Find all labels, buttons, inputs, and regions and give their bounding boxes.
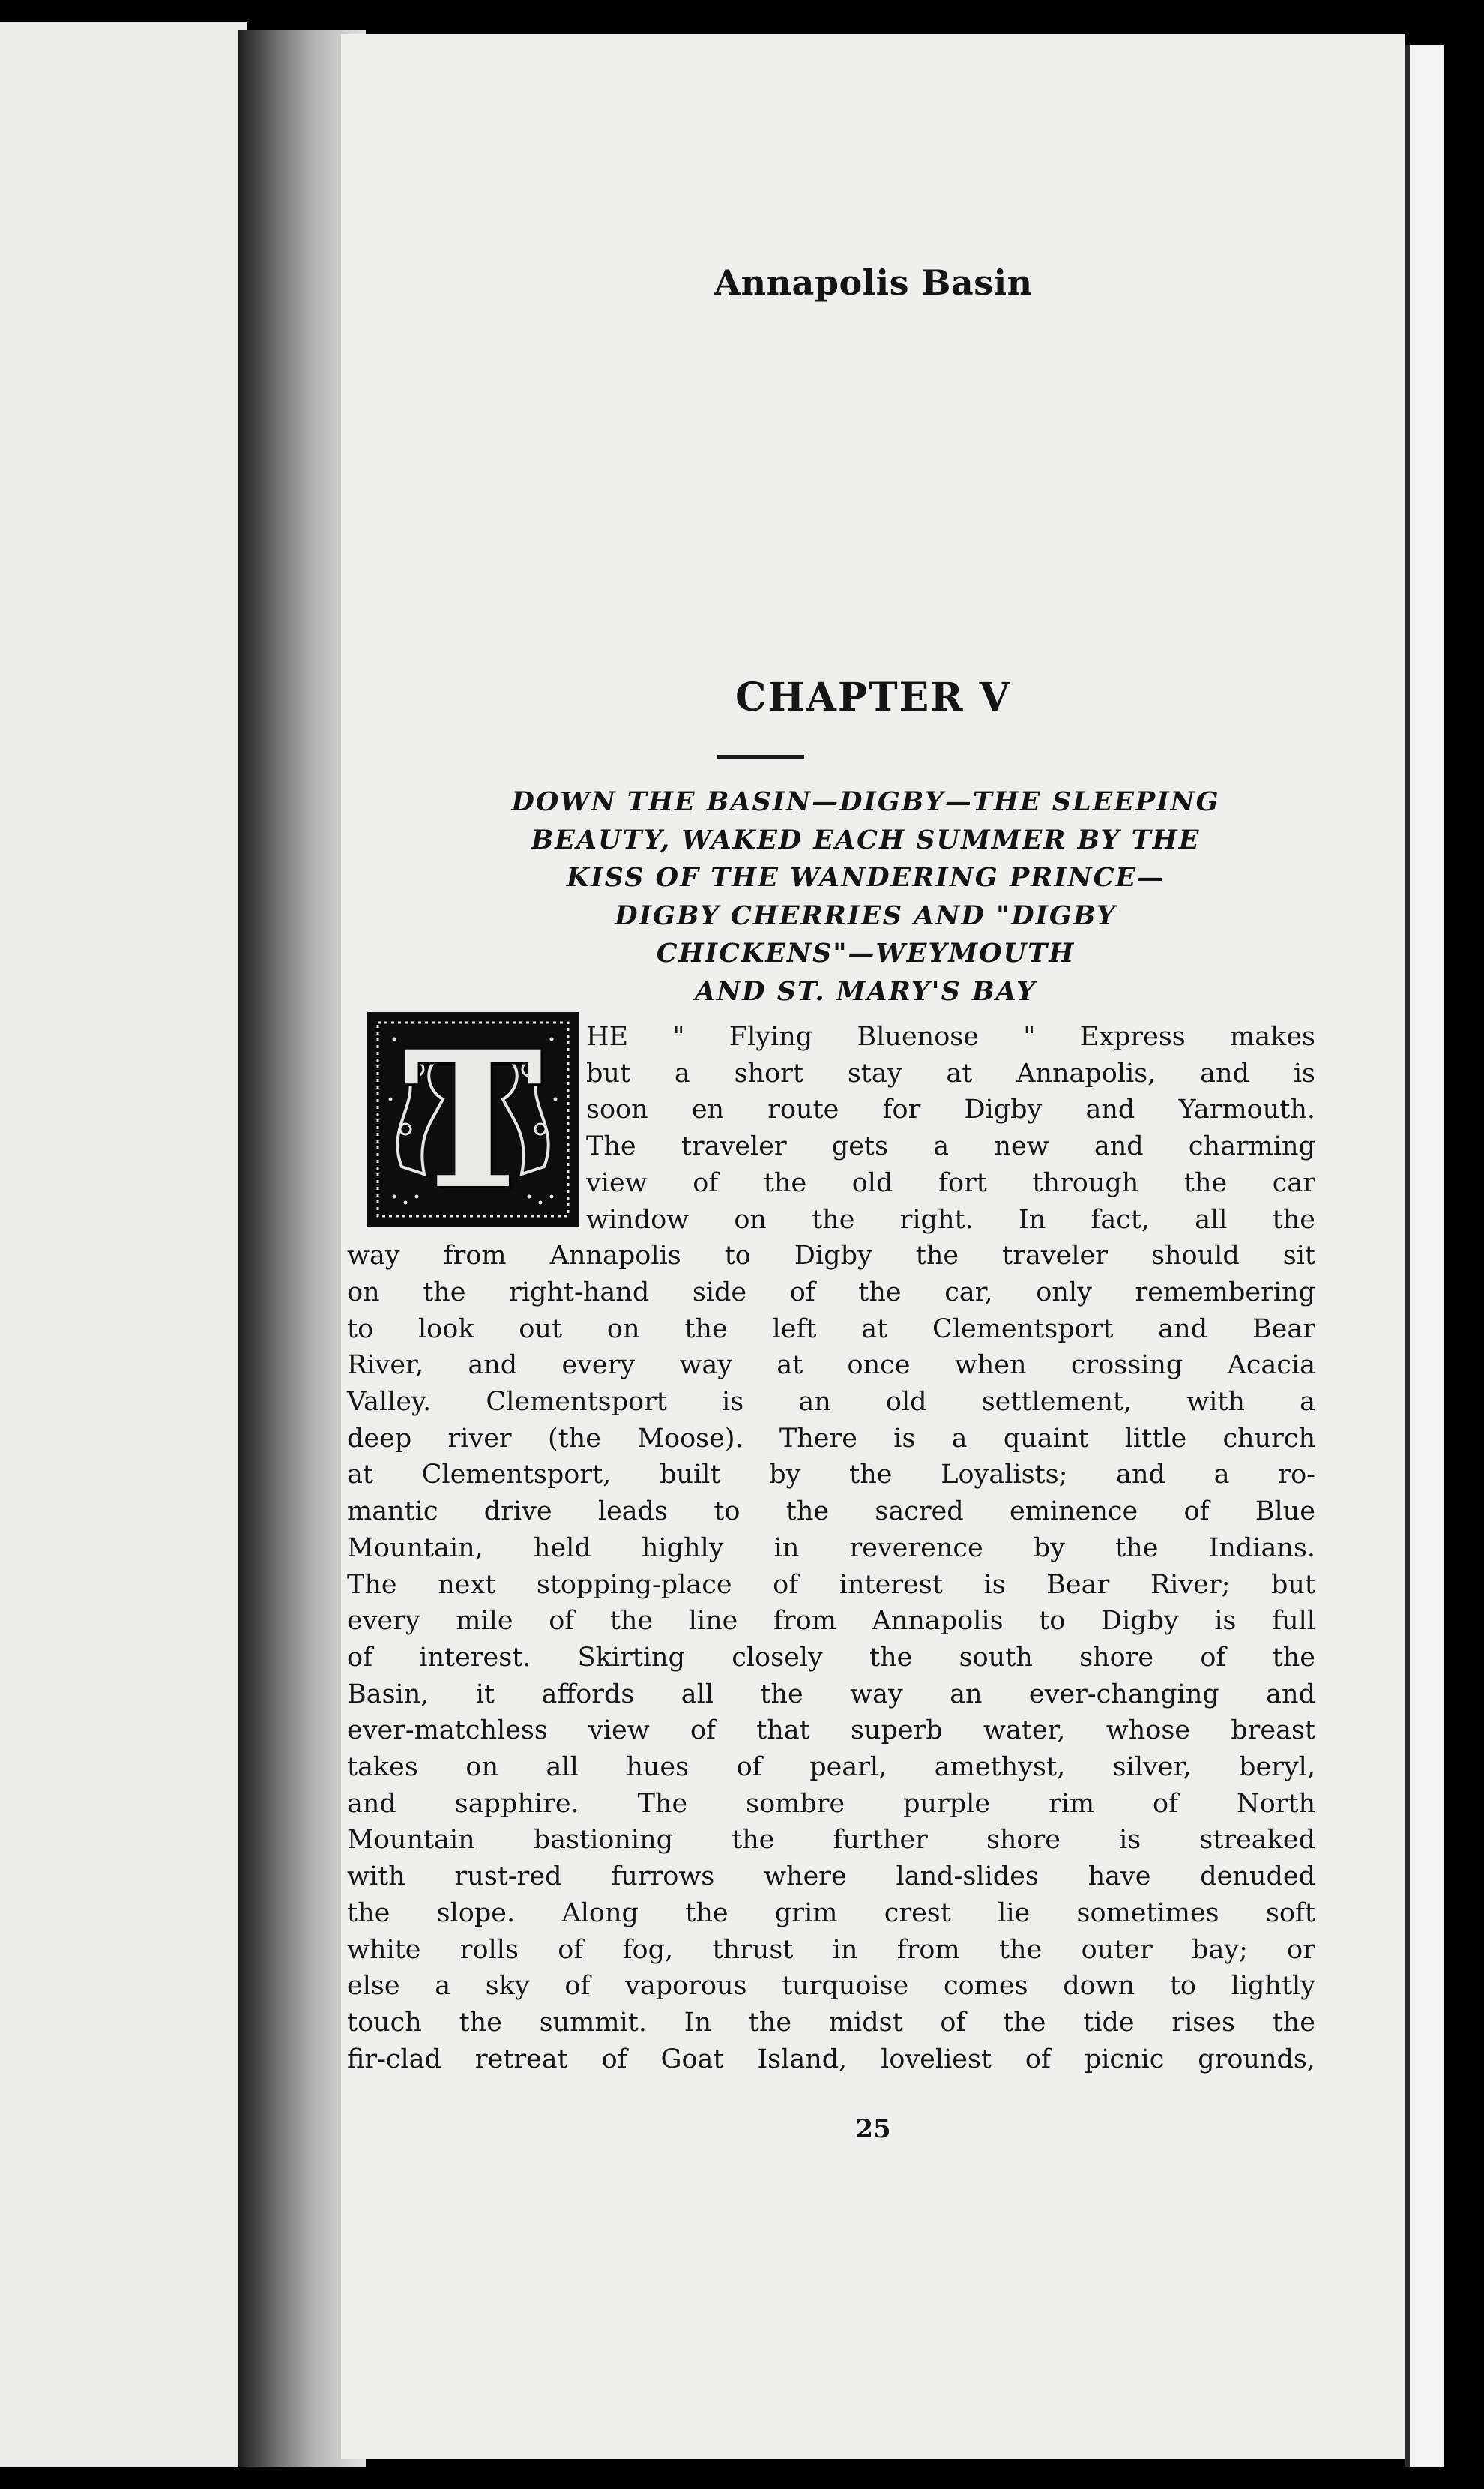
right-page-edge xyxy=(1405,45,1444,2467)
chapter-title: CHAPTER V xyxy=(735,675,1011,720)
body-line: ever-matchless view of that superb water, whose breast xyxy=(347,1715,1315,1746)
body-line: white rolls of fog, thrust in from the outer bay; or xyxy=(347,1934,1315,1965)
body-line: on the right-hand side of the car, only remembering xyxy=(347,1277,1315,1307)
body-line: but a short stay at Annapolis, and is xyxy=(586,1058,1315,1089)
ornamental-drop-cap xyxy=(367,1010,579,1230)
drop-cap-letter: T xyxy=(402,1010,543,1230)
body-line: takes on all hues of pearl, amethyst, silver, beryl, xyxy=(347,1752,1315,1782)
body-line: mantic drive leads to the sacred eminence of Blue xyxy=(347,1496,1315,1527)
chapter-rule xyxy=(717,755,804,759)
synopsis-line: DIGBY CHERRIES AND "DIGBY xyxy=(615,900,1117,931)
body-line: fir-clad retreat of Goat Island, loveliest of picnic grounds, xyxy=(347,2044,1315,2074)
body-line: the slope. Along the grim crest lie sometimes soft xyxy=(347,1897,1315,1928)
body-line: way from Annapolis to Digby the traveler should sit xyxy=(347,1241,1315,1271)
body-line: touch the summit. In the midst of the tide rises the xyxy=(347,2007,1315,2038)
facing-blank-page xyxy=(0,22,247,2467)
running-head: Annapolis Basin xyxy=(714,262,1033,303)
body-line: at Clementsport, built by the Loyalists; and a ro- xyxy=(347,1460,1315,1490)
body-line: and sapphire. The sombre purple rim of North xyxy=(347,1788,1315,1819)
chapter-synopsis xyxy=(356,783,1375,1011)
book-page xyxy=(341,34,1405,2459)
synopsis-line: KISS OF THE WANDERING PRINCE— xyxy=(566,862,1165,893)
body-line: with rust-red furrows where land-slides have denuded xyxy=(347,1862,1315,1892)
body-line: Basin, it affords all the way an ever-changing and xyxy=(347,1679,1315,1709)
body-line: Mountain, held highly in reverence by the Indians. xyxy=(347,1532,1315,1563)
body-line: view of the old fort through the car xyxy=(586,1167,1315,1198)
body-line: every mile of the line from Annapolis to Digby is full xyxy=(347,1606,1315,1637)
body-line: else a sky of vaporous turquoise comes down to lightly xyxy=(347,1971,1315,2002)
synopsis-line: AND ST. MARY'S BAY xyxy=(695,975,1037,1007)
body-line: Mountain bastioning the further shore is streaked xyxy=(347,1825,1315,1856)
synopsis-line: DOWN THE BASIN—DIGBY—THE SLEEPING xyxy=(511,786,1220,817)
body-line: The traveler gets a new and charming xyxy=(586,1131,1315,1162)
synopsis-line: BEAUTY, WAKED EACH SUMMER BY THE xyxy=(531,824,1201,855)
body-line: River, and every way at once when crossing Acacia xyxy=(347,1350,1315,1381)
body-line: to look out on the left at Clementsport and Bear xyxy=(347,1313,1315,1344)
body-line: HE " Flying Bluenose " Express makes xyxy=(586,1022,1315,1052)
body-line: soon en route for Digby and Yarmouth. xyxy=(586,1095,1315,1125)
body-line: window on the right. In fact, all the xyxy=(586,1204,1315,1235)
body-line: The next stopping-place of interest is Bear River; but xyxy=(347,1569,1315,1600)
synopsis-line: CHICKENS"—WEYMOUTH xyxy=(656,938,1076,969)
body-line: Valley. Clementsport is an old settlement, with a xyxy=(347,1387,1315,1417)
body-line: deep river (the Moose). There is a quaint little church xyxy=(347,1423,1315,1454)
body-line: of interest. Skirting closely the south shore of the xyxy=(347,1642,1315,1673)
page-number: 25 xyxy=(855,2114,891,2144)
